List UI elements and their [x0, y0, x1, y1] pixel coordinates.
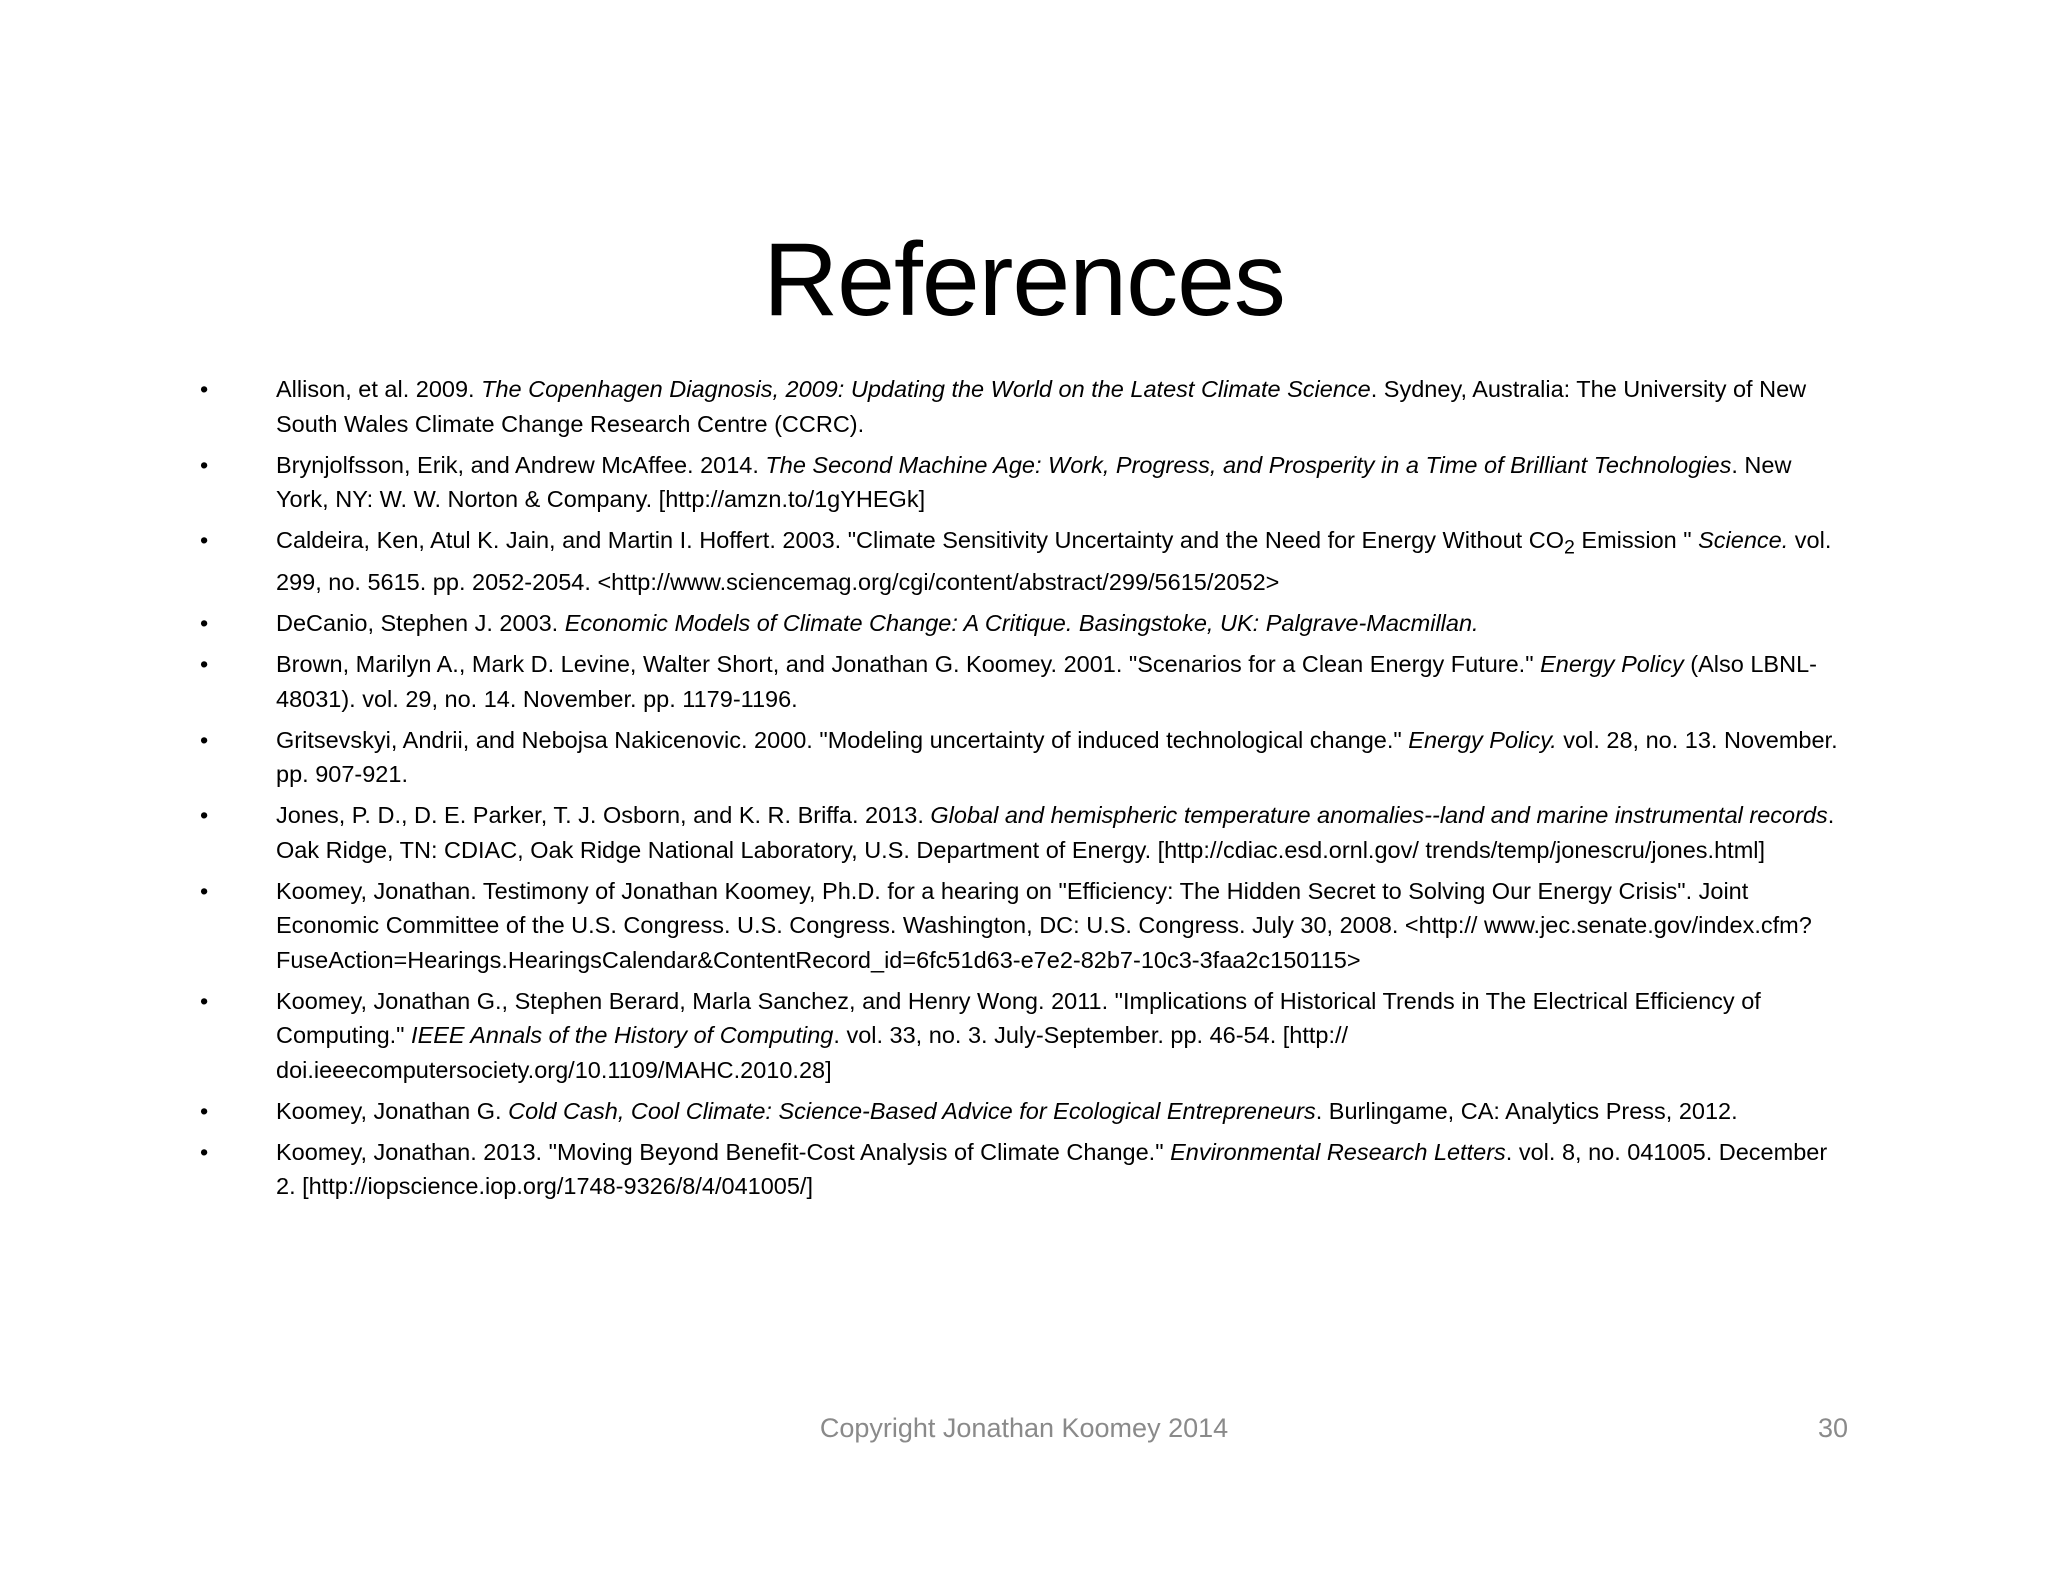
reference-segment: . Sydney, Australia: The University of New South Wales Climate Change Research Centre (CCRC).	[276, 376, 1807, 437]
reference-segment: . Burlingame, CA: Analytics Press, 2012.	[1315, 1097, 1738, 1124]
reference-title: Economic Models of Climate Change: A Critique. Basingstoke, UK: Palgrave-Macmillan.	[564, 610, 1479, 637]
page-number: 30	[1817, 1413, 1848, 1443]
reference-text	[276, 1098, 1738, 1124]
reference-segment: Koomey, Jonathan G.	[276, 1097, 509, 1124]
reference-segment: Koomey, Jonathan. 2013. "Moving Beyond Benefit-Cost Analysis of Climate Change."	[276, 1138, 1171, 1165]
reference-list	[200, 372, 1850, 1210]
bullet-icon: •	[200, 1097, 209, 1124]
bullet-icon: •	[200, 802, 209, 829]
footer-copyright: Copyright Jonathan Koomey 2014	[819, 1413, 1229, 1443]
reference-text	[276, 1139, 1827, 1200]
reference-text	[276, 610, 1479, 636]
reference-text	[276, 527, 1831, 595]
reference-item	[200, 523, 1850, 600]
reference-segment: vol. 28, no. 13. November. pp. 907-921.	[276, 726, 1838, 788]
reference-segment: Jones, P. D., D. E. Parker, T. J. Osborn, and K. R. Briffa. 2013.	[276, 802, 931, 829]
reference-segment: . vol. 33, no. 3. July-September. pp. 46-54. [http:// doi.ieeecomputersociety.org/10.1109/MAHC.2010.28]	[276, 1022, 1349, 1083]
reference-title: Energy Policy	[1540, 651, 1684, 678]
reference-item	[200, 1094, 1850, 1129]
reference-item	[200, 798, 1850, 867]
reference-segment: DeCanio, Stephen J. 2003.	[276, 610, 565, 637]
subscript: 2	[1563, 536, 1575, 559]
bullet-icon: •	[200, 651, 209, 678]
reference-item	[200, 874, 1850, 978]
bullet-icon: •	[200, 987, 209, 1014]
reference-title: Environmental Research Letters	[1170, 1138, 1506, 1165]
reference-text	[276, 727, 1838, 788]
bullet-icon: •	[200, 610, 209, 637]
reference-item	[200, 372, 1850, 441]
reference-text	[276, 802, 1834, 863]
reference-title: Energy Policy.	[1408, 726, 1557, 753]
reference-segment: Koomey, Jonathan. Testimony of Jonathan Koomey, Ph.D. for a hearing on "Efficiency: The Hidden Secret to Solving Our Energy Crisis". Joint Economic Committee of the U.S. Congress. U.S. Congress. Washington, DC: U.S. Congress. July 30, 2008. <http:// www.jec.senate.gov/index.cfm?FuseAction=Hearings.HearingsCalendar&ContentRecord_id=6fc51d63-e7e2-82b7-10c3-3faa2c150115>	[276, 877, 1812, 973]
reference-segment: . vol. 8, no. 041005. December 2. [http://iopscience.iop.org/1748-9326/8/4/041005/]	[276, 1138, 1828, 1200]
reference-item	[200, 984, 1850, 1088]
reference-item	[200, 647, 1850, 716]
reference-segment: Koomey, Jonathan G., Stephen Berard, Marla Sanchez, and Henry Wong. 2011. "Implications of Historical Trends in The Electrical Efficiency of Computing."	[276, 987, 1761, 1049]
reference-item	[200, 723, 1850, 792]
reference-segment: . New York, NY: W. W. Norton & Company. [http://amzn.to/1gYHEGk]	[276, 451, 1792, 512]
reference-title: IEEE Annals of the History of Computing	[411, 1022, 834, 1049]
reference-segment: Allison, et al. 2009.	[276, 376, 482, 402]
reference-text	[276, 452, 1791, 513]
reference-segment: Brynjolfsson, Erik, and Andrew McAffee. 2014.	[276, 451, 766, 478]
reference-segment: (Also LBNL-48031). vol. 29, no. 14. November. pp. 1179-1196.	[276, 651, 1817, 712]
reference-title: The Second Machine Age: Work, Progress, and Prosperity in a Time of Brilliant Technologies	[765, 451, 1732, 478]
slide-title: References	[763, 222, 1285, 338]
reference-text	[276, 376, 1806, 437]
reference-item	[200, 606, 1850, 641]
bullet-icon: •	[200, 376, 209, 402]
reference-item	[200, 448, 1850, 517]
bullet-icon: •	[200, 451, 209, 478]
reference-title: The Copenhagen Diagnosis, 2009: Updating the World on the Latest Climate Science	[481, 376, 1371, 402]
bullet-icon: •	[200, 1138, 209, 1165]
reference-segment: . Oak Ridge, TN: CDIAC, Oak Ridge National Laboratory, U.S. Department of Energy. [http://cdiac.esd.ornl.gov/ trends/temp/jonescru/jones.html]	[276, 802, 1835, 863]
reference-segment: Caldeira, Ken, Atul K. Jain, and Martin I. Hoffert. 2003. "Climate Sensitivity Uncertainty and the Need for Energy Without CO	[276, 527, 1564, 553]
reference-title: Cold Cash, Cool Climate: Science-Based Advice for Ecological Entrepreneurs	[508, 1097, 1316, 1124]
reference-segment: Emission "	[1574, 527, 1699, 553]
reference-item	[200, 1135, 1850, 1204]
reference-text	[276, 988, 1761, 1083]
bullet-icon: •	[200, 527, 209, 553]
reference-text	[276, 651, 1817, 712]
reference-segment: Brown, Marilyn A., Mark D. Levine, Walter Short, and Jonathan G. Koomey. 2001. "Scenarios for a Clean Energy Future."	[276, 651, 1541, 678]
reference-title: Global and hemispheric temperature anomalies--land and marine instrumental records	[930, 802, 1828, 829]
reference-segment: vol. 299, no. 5615. pp. 2052-2054. <http://www.sciencemag.org/cgi/content/abstract/299/5615/2052>	[276, 527, 1832, 596]
reference-segment: Gritsevskyi, Andrii, and Nebojsa Nakicenovic. 2000. "Modeling uncertainty of induced technological change."	[276, 726, 1409, 753]
reference-title: Science.	[1698, 527, 1789, 553]
bullet-icon: •	[200, 877, 209, 904]
bullet-icon: •	[200, 726, 209, 753]
reference-text	[276, 878, 1812, 973]
